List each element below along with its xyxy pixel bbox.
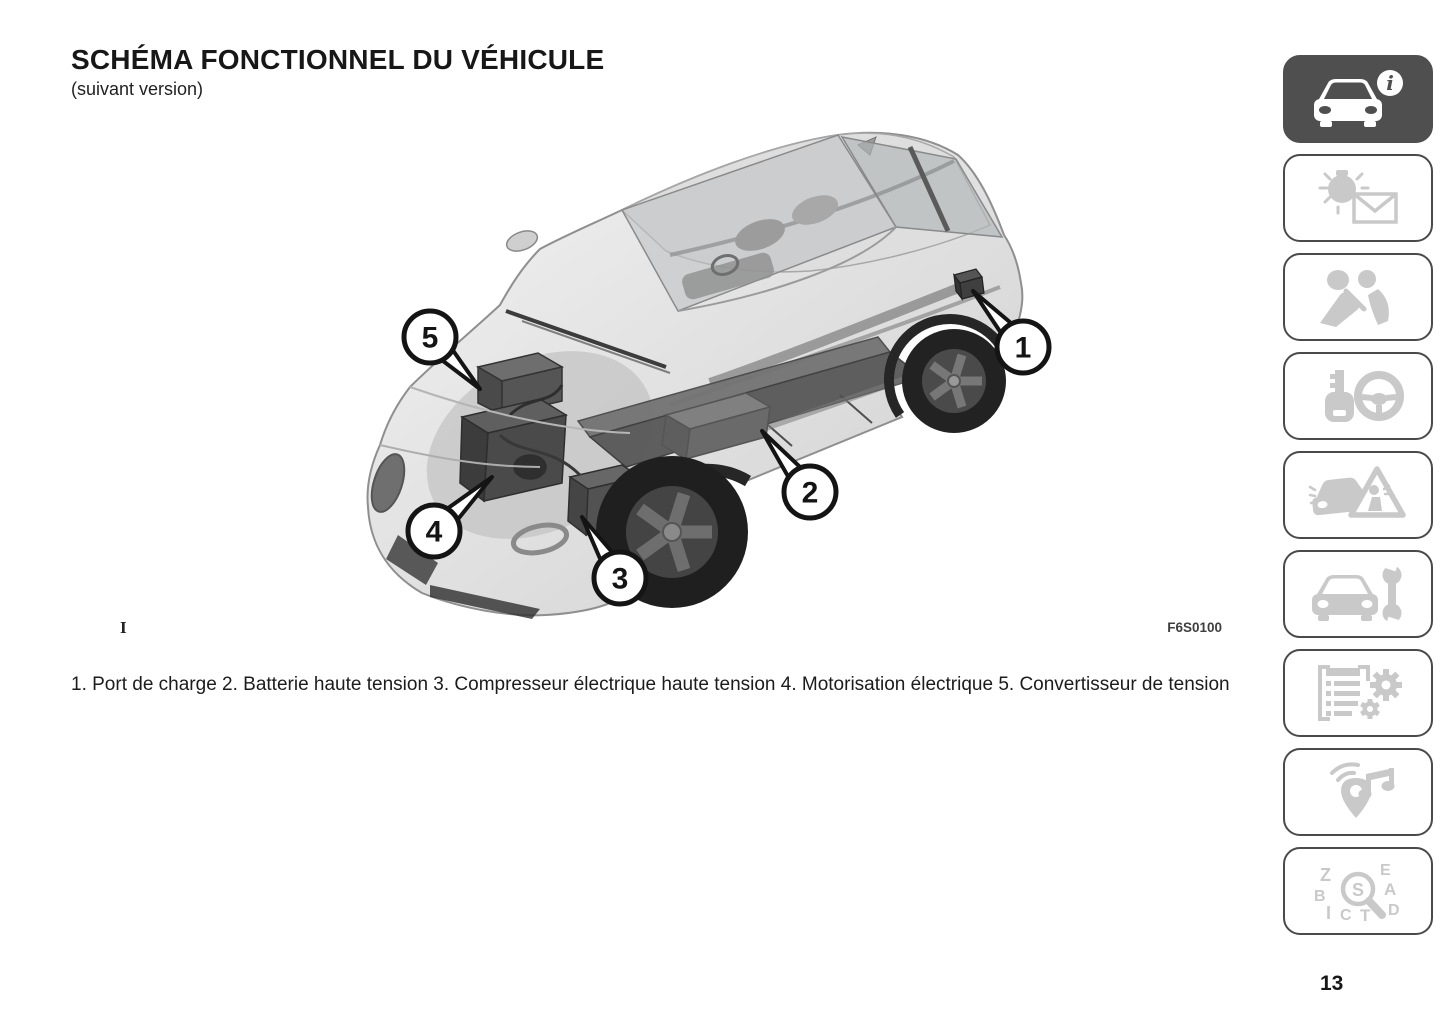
section-tab-bar bbox=[1283, 55, 1433, 935]
svg-text:S: S bbox=[1351, 880, 1365, 900]
page-subtitle: (suivant version) bbox=[71, 79, 204, 99]
callout-5-marker bbox=[404, 311, 456, 363]
svg-text:1: 1 bbox=[1014, 331, 1032, 365]
svg-text:2: 2 bbox=[801, 476, 819, 510]
svg-text:B: B bbox=[1314, 888, 1326, 905]
specifications-gears-icon bbox=[1302, 661, 1414, 725]
sidebar-tab-starting-driving[interactable] bbox=[1283, 352, 1433, 440]
figure-reference-code: F6S0100 bbox=[1167, 620, 1222, 635]
svg-text:E: E bbox=[1380, 862, 1391, 879]
door-mirror bbox=[504, 227, 540, 255]
svg-text:I: I bbox=[1326, 903, 1332, 923]
rear-wheel bbox=[889, 319, 1006, 433]
svg-text:3: 3 bbox=[611, 562, 629, 596]
svg-text:Z: Z bbox=[1320, 865, 1331, 885]
callout-1-marker bbox=[997, 321, 1049, 373]
sidebar-tab-servicing[interactable] bbox=[1283, 550, 1433, 638]
warning-lamp-message-icon bbox=[1302, 166, 1414, 230]
key-steering-wheel-icon bbox=[1302, 364, 1414, 428]
car-info-icon bbox=[1302, 67, 1414, 131]
svg-text:i: i bbox=[1386, 71, 1394, 95]
sidebar-tab-vehicle-info[interactable] bbox=[1283, 55, 1433, 143]
svg-text:T: T bbox=[1360, 906, 1371, 923]
car-wrench-icon bbox=[1302, 562, 1414, 626]
figure-caption: 1. Port de charge 2. Batterie haute tension 3. Compresseur électrique haute tension 4. Motorisation électrique 5. Convertisseur de tension bbox=[71, 674, 1230, 695]
multimedia-navigation-icon bbox=[1302, 760, 1414, 824]
callout-3-marker bbox=[594, 552, 646, 604]
emergency-triangle-icon bbox=[1302, 463, 1414, 527]
callout-4-marker bbox=[408, 505, 460, 557]
airbag-safety-icon bbox=[1302, 265, 1414, 329]
vehicle-cutaway-illustration bbox=[70, 115, 1262, 655]
svg-text:4: 4 bbox=[425, 515, 443, 549]
svg-text:A: A bbox=[1384, 880, 1397, 899]
sidebar-tab-technical-data[interactable] bbox=[1283, 649, 1433, 737]
page-number: 13 bbox=[1320, 972, 1344, 995]
sidebar-tab-safety[interactable] bbox=[1283, 253, 1433, 341]
sidebar-tab-multimedia[interactable] bbox=[1283, 748, 1433, 836]
sidebar-tab-warning-lights-messages[interactable] bbox=[1283, 154, 1433, 242]
figure-marker: I bbox=[120, 618, 127, 637]
svg-text:C: C bbox=[1340, 907, 1352, 923]
electric-motor bbox=[460, 399, 566, 501]
index-search-icon bbox=[1302, 859, 1414, 923]
sidebar-tab-emergency[interactable] bbox=[1283, 451, 1433, 539]
page-title: SCHÉMA FONCTIONNEL DU VÉHICULE bbox=[71, 44, 605, 75]
vehicle-functional-diagram bbox=[70, 115, 1262, 655]
callout-2-marker bbox=[784, 466, 836, 518]
sidebar-tab-index[interactable] bbox=[1283, 847, 1433, 935]
svg-text:D: D bbox=[1388, 902, 1400, 919]
svg-text:5: 5 bbox=[421, 321, 439, 355]
